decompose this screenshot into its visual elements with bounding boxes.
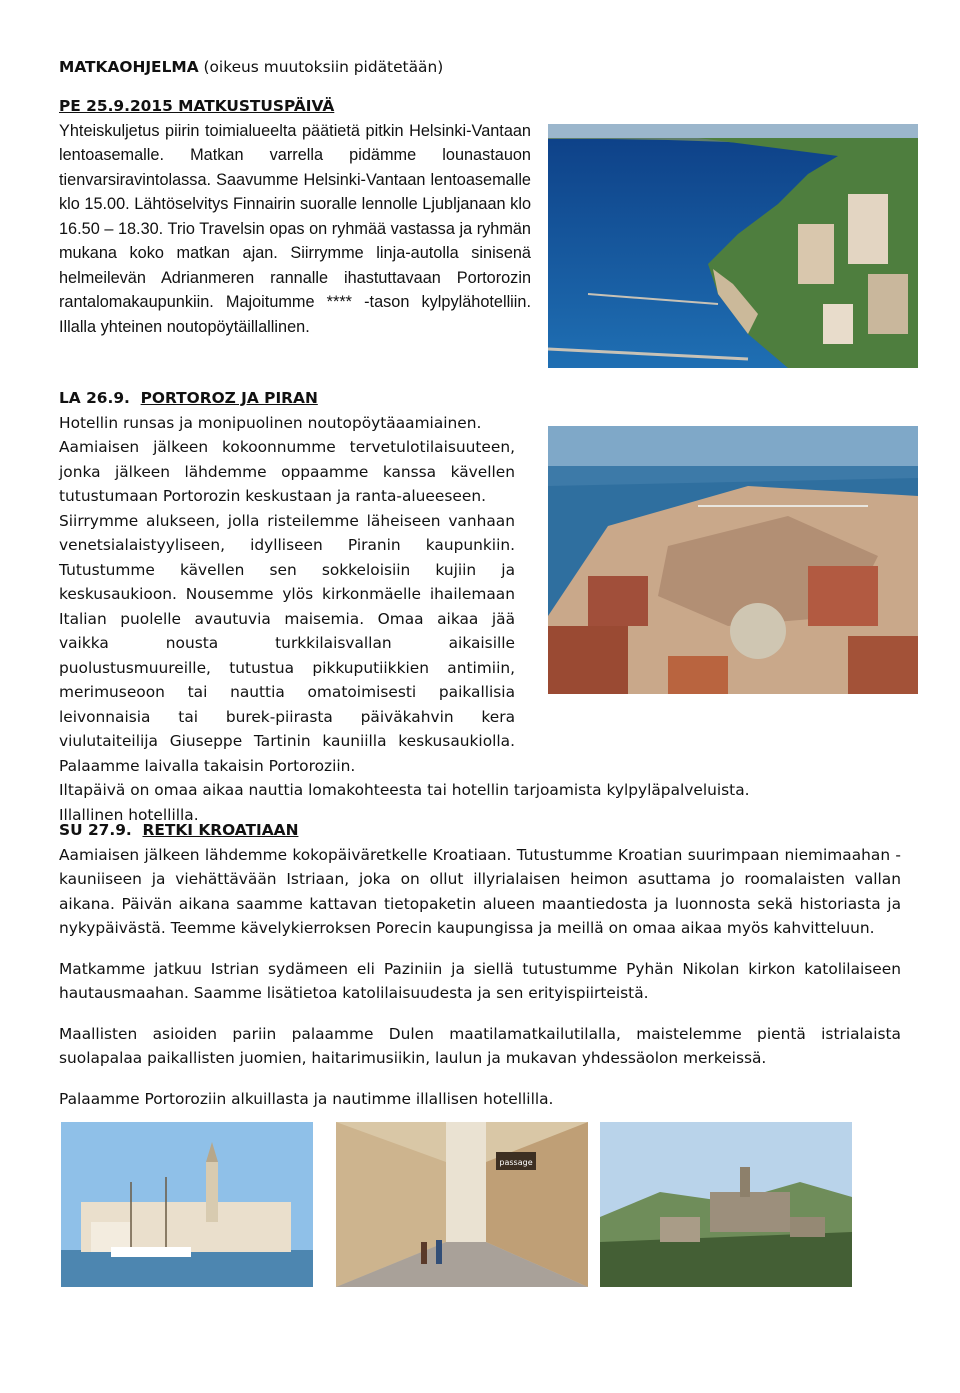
day3-paragraph-2: Matkamme jatkuu Istrian sydämeen eli Paziniin ja siellä tutustumme Pyhän Nikolan kirkon katolilaiseen hautausmaahan. Saamme lisätietoa katolilaisuudesta ja sen erityispiirteistä. [59,959,901,1002]
day2-paragraph-3: Siirrymme alukseen, jolla risteilemme läheiseen vanhaan venetsialaistyyliseen, idylliseen Piranin kaupunkiin. Tutustumme kävellen sen sokkeloisiin kujiin ja keskusaukioon. Nousemme ylös kirkonmäelle ihailemaan Italian puolelle avautuvia maisemia. Omaa aikaa jää vaikka nousta turkkilaisvallan aikaisille puolustusmuureille, tutustua pikkuputiikkien antimiin, merimuseoon tai nauttia omatoimisesti paikallisia leivonnaisia tai burek-piirasta päiväkahvin kera viulutaiteilija Giuseppe Tartinin kauniilla keskusaukiolla. Palaamme laivalla takaisin Portoroziin. [59,511,515,775]
day3-heading-title: RETKI KROATIAAN [142,821,299,839]
day2-paragraph-1: Hotellin runsas ja monipuolinen noutopöytäaamiainen. [59,413,482,432]
shop-sign-text: passage [499,1158,533,1167]
day3-paragraph-1: Aamiaisen jälkeen lähdemme kokopäiväretkelle Kroatiaan. Tutustumme Kroatian suurimpaan niemimaahan - kauniiseen ja viehättävään Istriaan, joka on ollut illyrialaisen heimon asuttama jo roomalaisten vallan aikana. Päivän aikana saamme kattavan tietopaketin alueen maantiedosta ja luonnosta sekä historiasta ja nykypäivästä. Teemme kävelykierroksen Porecin kaupungissa ja meillä on omaa aikaa myös kahvitteluun. [59,845,901,937]
day2-heading-date: LA 26.9. [59,389,130,407]
day2-heading [59,386,901,411]
day2-heading-title: PORTOROZ JA PIRAN [140,389,318,407]
day3-section [59,818,901,1111]
harbor-church-photo [61,1122,313,1287]
day2-paragraph-2: Aamiaisen jälkeen kokoonnumme tervetulotilaisuuteen, jonka jälkeen lähdemme oppaamme kanssa kävellen tutustumaan Portorozin keskustaan ja ranta-alueeseen. [59,438,515,505]
day1-section [59,94,531,339]
shopping-street-photo [336,1122,588,1287]
day1-text: Yhteiskuljetus piirin toimialueelta päätietä pitkin Helsinki-Vantaan lentoasemalle. Matkan varrella pidämme lounastauon tienvarsiravintolassa. Saavumme Helsinki-Vantaan lentoasemalle klo 15.00. Lähtöselvitys Finnairin suoralle lennolle Ljubljanaan klo 16.50 – 18.30. Trio Travelsin opas on ryhmää vastassa ja ryhmän mukana koko matkan ajan. Siirrymme linja-autolla sinisenä helmeilevän Adrianmeren rannalle ihastuttavaan Portorozin rantalomakaupunkiin. Majoitumme **** -tason kylpylähotelliin. Illalla yhteinen noutopöytäillallinen. [59,121,531,336]
day3-heading-date: SU 27.9. [59,821,132,839]
day1-heading: PE 25.9.2015 MATKUSTUSPÄIVÄ [59,97,335,115]
hill-village-photo [600,1122,852,1287]
day3-paragraph-4: Palaamme Portoroziin alkuillasta ja nautimme illallisen hotellilla. [59,1089,554,1108]
program-note: (oikeus muutoksiin pidätetään) [203,58,444,76]
program-title: MATKAOHJELMA [59,58,199,76]
day2-paragraph-5: Illallinen hotellilla. [59,805,199,824]
day2-paragraph-4: Iltapäivä on omaa aikaa nauttia lomakohteesta tai hotellin tarjoamista kylpyläpalveluista. [59,781,750,799]
day3-paragraph-3: Maallisten asioiden pariin palaamme Dulen maatilamatkailutilalla, maistelemme pientä istrialaista suolapalaa paikallisten juomien, haitarimusiikin, laulun ja mukavan yhdessäolon merkeissä. [59,1024,901,1067]
piran-aerial-photo [548,426,918,694]
coastal-resort-photo [548,124,918,368]
day3-heading [59,818,901,843]
program-title-line [59,55,659,80]
